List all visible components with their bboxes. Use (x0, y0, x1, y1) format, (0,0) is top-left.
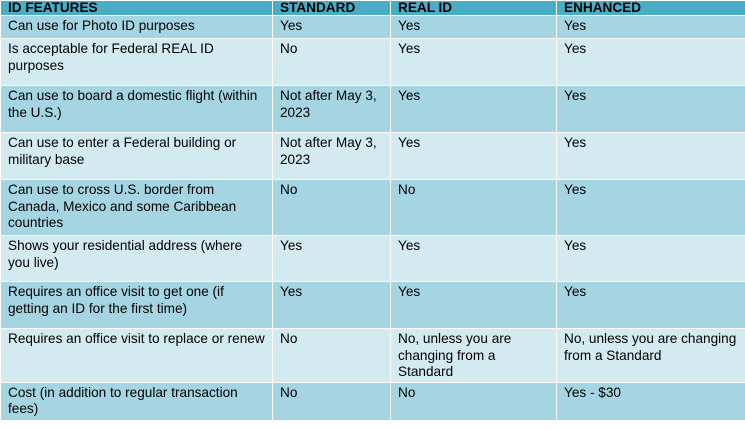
table-row (1, 86, 745, 133)
table-row (1, 329, 745, 383)
feature-cell: Can use to cross U.S. border from Canada, Mexico and some Caribbean countries (1, 180, 273, 236)
feature-cell: Shows your residential address (where you live) (1, 236, 273, 282)
feature-cell: Cost (in addition to regular transaction fees) (1, 382, 273, 420)
real-id-cell: Yes (391, 16, 557, 39)
enhanced-cell: Yes - $30 (557, 382, 745, 420)
feature-cell: Requires an office visit to replace or renew (1, 329, 273, 383)
feature-cell: Requires an office visit to get one (if getting an ID for the first time) (1, 282, 273, 329)
table-row (1, 236, 745, 282)
header-real-id: REAL ID (391, 1, 557, 16)
standard-cell: Yes (273, 236, 391, 282)
table-row (1, 16, 745, 39)
standard-cell: Not after May 3, 2023 (273, 133, 391, 180)
header-id-features: ID FEATURES (1, 1, 273, 16)
real-id-cell: No (391, 180, 557, 236)
enhanced-cell: No, unless you are changing from a Standard (557, 329, 745, 383)
standard-cell: Yes (273, 16, 391, 39)
header-standard: STANDARD (273, 1, 391, 16)
real-id-cell: Yes (391, 282, 557, 329)
feature-cell: Can use to board a domestic flight (within the U.S.) (1, 86, 273, 133)
table-row (1, 382, 745, 420)
table-row (1, 282, 745, 329)
standard-cell: No (273, 39, 391, 86)
real-id-cell: Yes (391, 133, 557, 180)
enhanced-cell: Yes (557, 180, 745, 236)
enhanced-cell: Yes (557, 39, 745, 86)
standard-cell: No (273, 382, 391, 420)
table-row (1, 180, 745, 236)
feature-cell: Can use to enter a Federal building or military base (1, 133, 273, 180)
real-id-cell: Yes (391, 236, 557, 282)
feature-cell: Is acceptable for Federal REAL ID purposes (1, 39, 273, 86)
enhanced-cell: Yes (557, 16, 745, 39)
real-id-cell: Yes (391, 39, 557, 86)
enhanced-cell: Yes (557, 282, 745, 329)
standard-cell: Yes (273, 282, 391, 329)
table-header-row (1, 1, 745, 16)
enhanced-cell: Yes (557, 133, 745, 180)
real-id-cell: No, unless you are changing from a Standard (391, 329, 557, 383)
header-enhanced: ENHANCED (557, 1, 745, 16)
table-row (1, 39, 745, 86)
enhanced-cell: Yes (557, 86, 745, 133)
real-id-cell: Yes (391, 86, 557, 133)
enhanced-cell: Yes (557, 236, 745, 282)
real-id-cell: No (391, 382, 557, 420)
standard-cell: No (273, 329, 391, 383)
feature-cell: Can use for Photo ID purposes (1, 16, 273, 39)
standard-cell: Not after May 3, 2023 (273, 86, 391, 133)
standard-cell: No (273, 180, 391, 236)
table-row (1, 133, 745, 180)
